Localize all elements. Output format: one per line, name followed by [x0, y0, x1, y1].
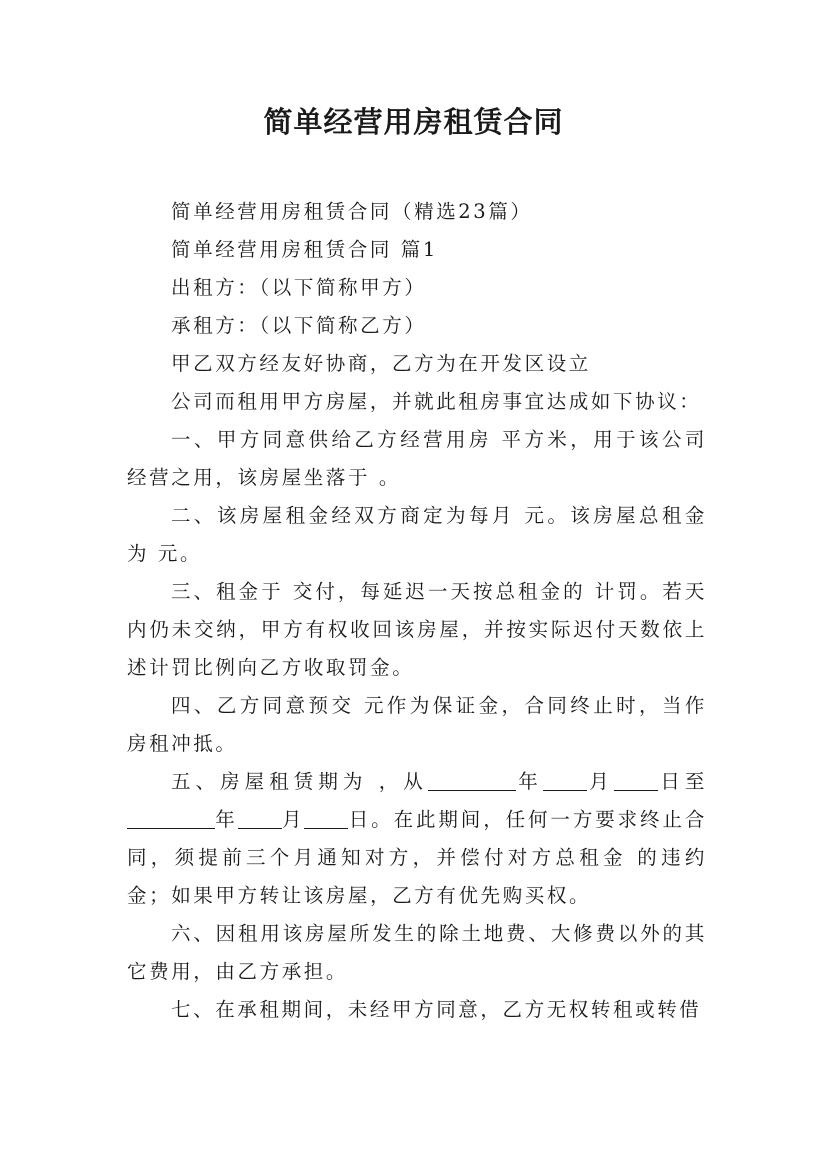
- clause-one: 一、甲方同意供给乙方经营用房 平方米，用于该公司经营之用，该房屋坐落于 。: [127, 428, 707, 489]
- document-title: 简单经营用房租赁合同: [263, 105, 564, 139]
- paragraph-subtitle: 简单经营用房租赁合同（精选23篇）: [171, 200, 533, 223]
- paragraph-intro-cont: 公司而租用甲方房屋，并就此租房事宜达成如下协议：: [171, 390, 702, 413]
- paragraph-intro: 甲乙双方经友好协商，乙方为在开发区设立: [171, 352, 591, 375]
- blank-line: [238, 806, 282, 829]
- blank-line: [428, 768, 516, 791]
- clause-five-year2: 年: [215, 808, 238, 831]
- clause-five: [127, 763, 707, 915]
- clause-five-rest: 日。在此期间，任何一方要求终止合同，须提前三个月通知对方，并偿付对方总租金 的违约金；如果甲方转让该房屋，乙方有优先购买权。: [127, 808, 707, 907]
- clause-two: 二、该房屋租金经双方商定为每月 元。该房屋总租金为 元。: [127, 504, 707, 565]
- clause-five-day1: 日至: [657, 770, 707, 793]
- clause-five-year1: 年: [515, 770, 543, 793]
- clause-six: 六、因租用该房屋所发生的除土地费、大修费以外的其它费用，由乙方承担。: [127, 922, 707, 983]
- blank-line: [304, 806, 348, 829]
- clause-five-month2: 月: [281, 808, 305, 831]
- paragraph-lessee: 承租方：（以下简称乙方）: [171, 314, 427, 337]
- paragraph-section-heading: 简单经营用房租赁合同 篇1: [171, 238, 438, 261]
- paragraph-lessor: 出租方：（以下简称甲方）: [171, 276, 427, 299]
- clause-four: 四、乙方同意预交 元作为保证金，合同终止时，当作房租冲抵。: [127, 694, 707, 755]
- blank-line: [127, 806, 215, 829]
- clause-five-month1: 月: [586, 770, 614, 793]
- blank-line: [543, 768, 587, 791]
- clause-seven: 七、在承租期间，未经甲方同意，乙方无权转租或转借: [171, 998, 702, 1021]
- blank-line: [614, 768, 658, 791]
- clause-five-part1: 五、房屋租赁期为 ，从: [171, 770, 428, 793]
- clause-three: 三、租金于 交付，每延迟一天按总租金的 计罚。若天内仍未交纳，甲方有权收回该房屋，并按实际迟付天数依上述计罚比例向乙方收取罚金。: [127, 580, 707, 679]
- document-body: [127, 193, 707, 1029]
